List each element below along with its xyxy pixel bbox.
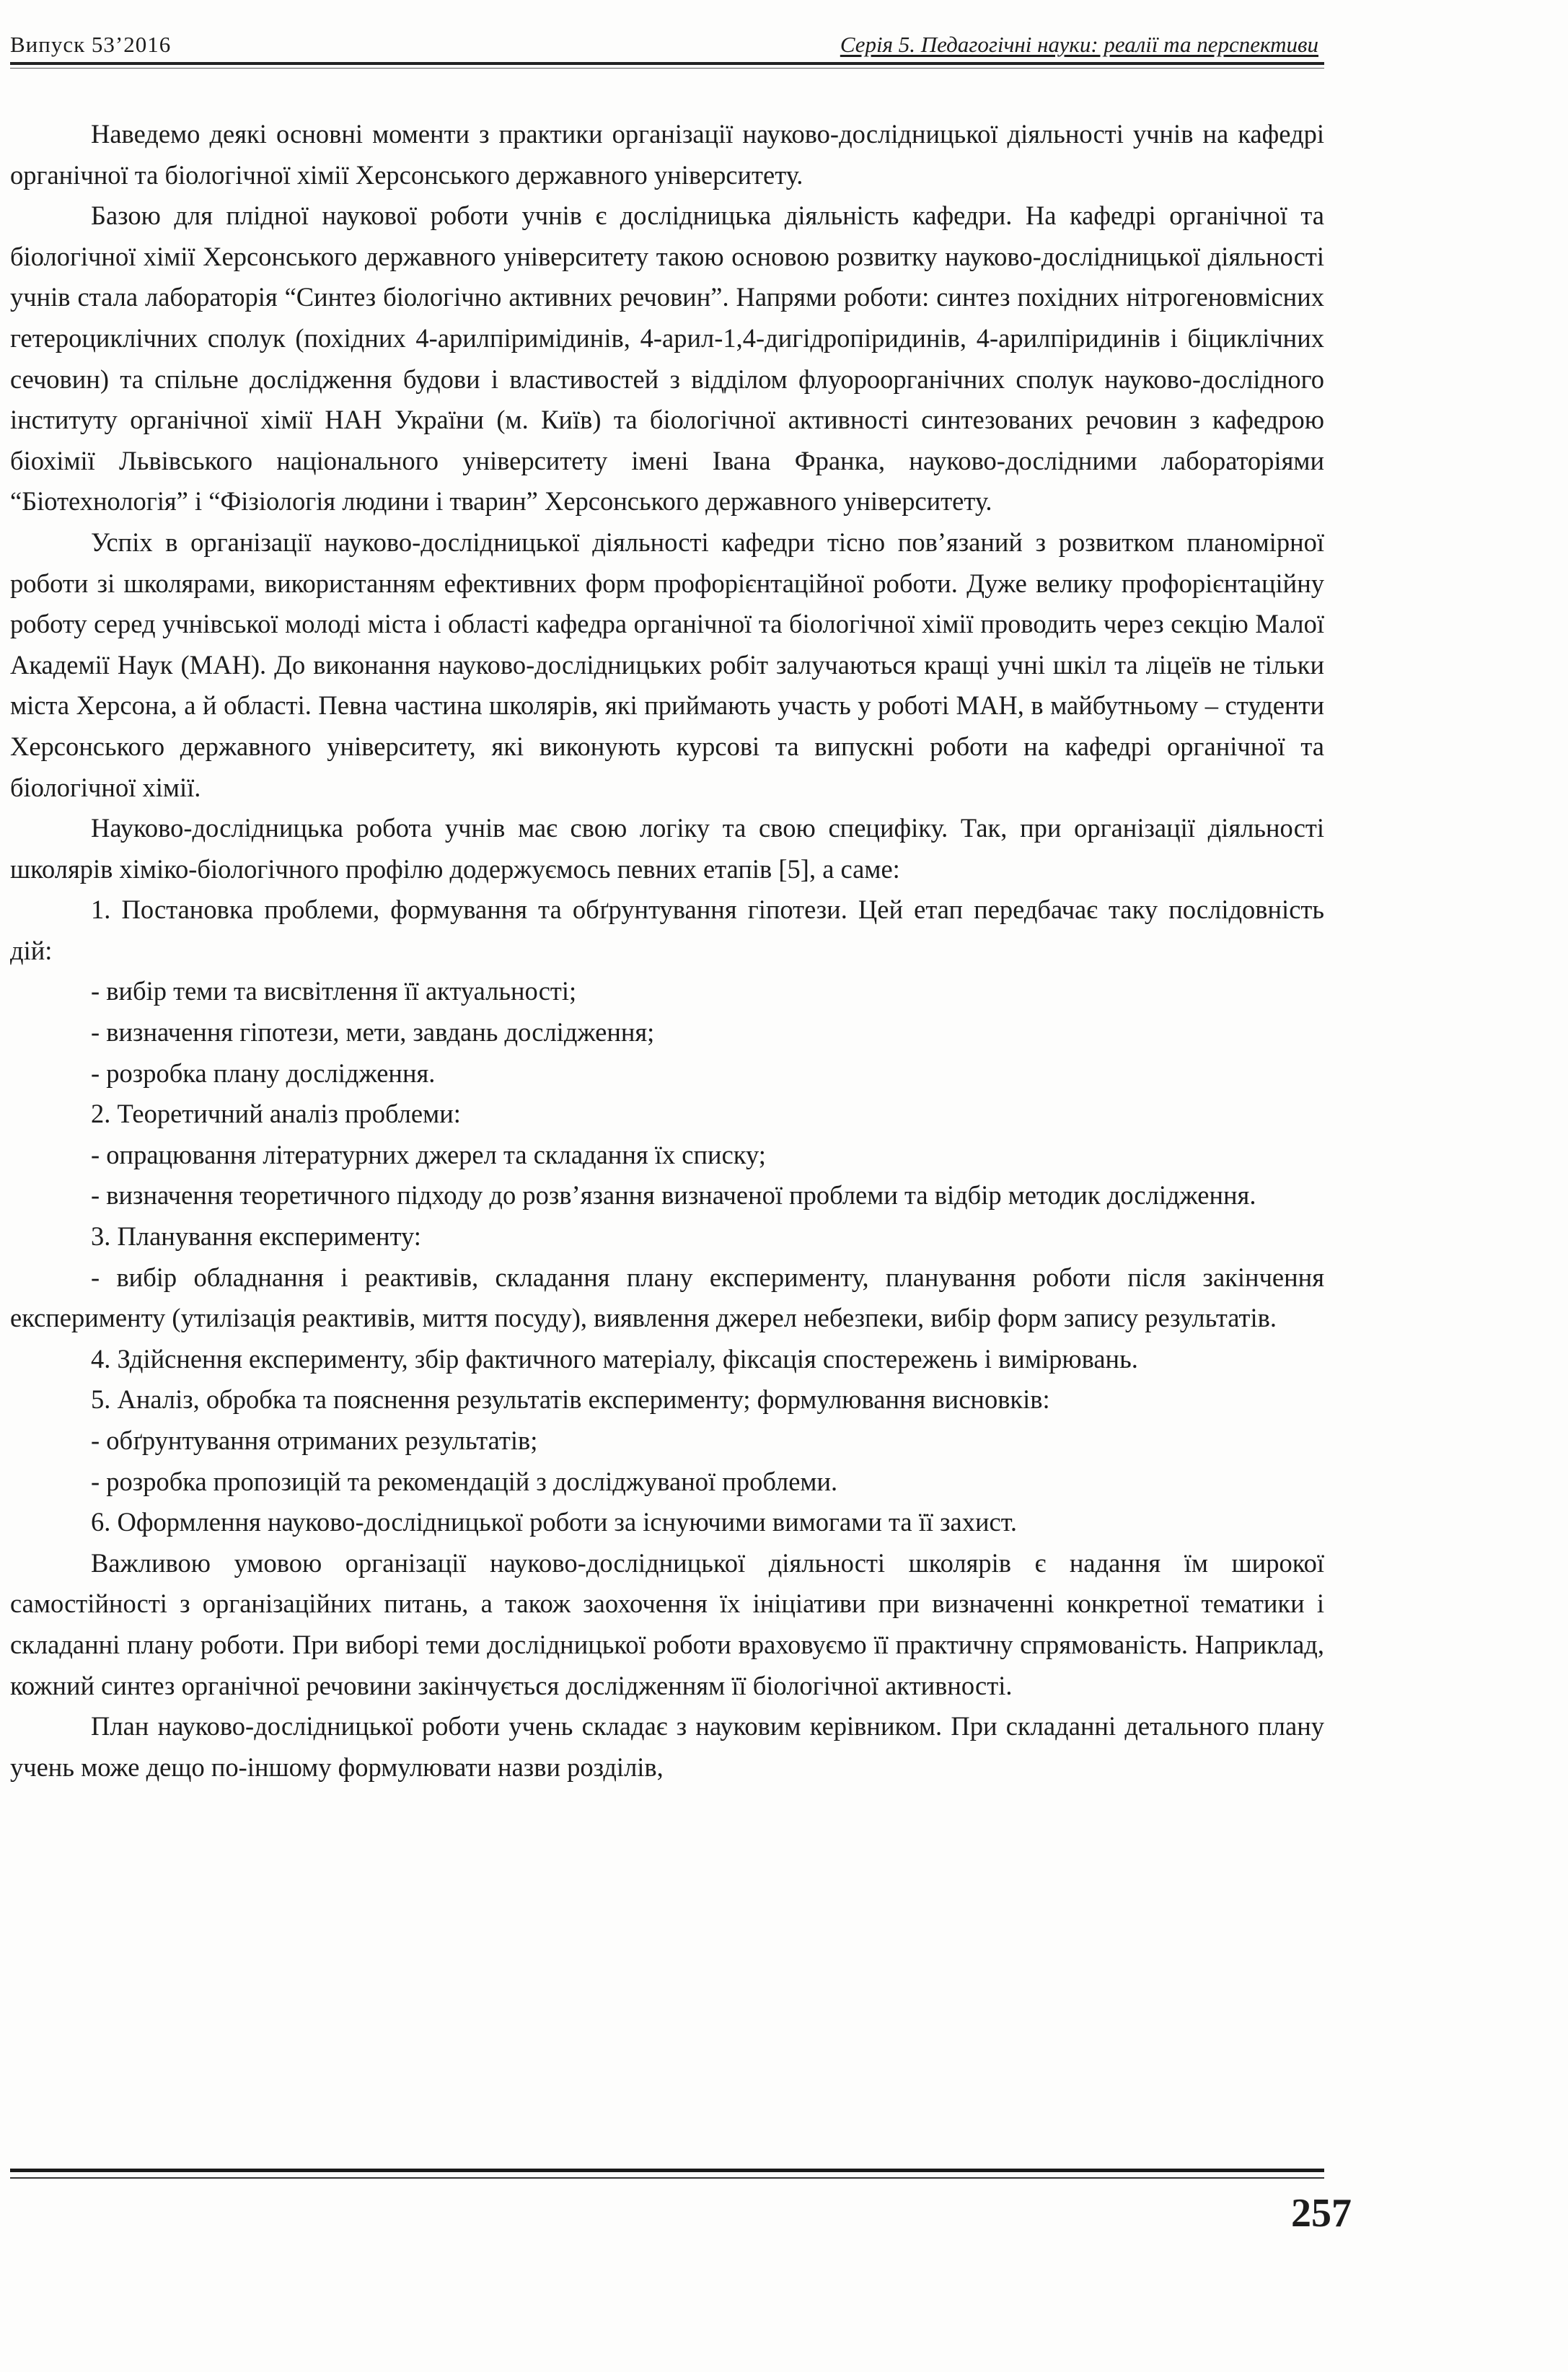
paragraph-intro: Наведемо деякі основні моменти з практики організації науково-дослідницької діяльності учнів на кафедрі органічної та біологічної хімії Херсонського державного університету.: [10, 119, 1324, 190]
running-header: [10, 27, 1330, 62]
stage-3: 3. Планування експерименту:: [91, 1221, 421, 1252]
paragraph-success: Успіх в організації науково-дослідницької діяльності кафедри тісно пов’язаний з розвитком планомірної роботи зі школярами, використанням ефективних форм профорієнтаційної роботи. Дуже велику профорієнтаційну роботу серед учнівської молоді міста і області кафедра органічної та біологічної хімії проводить через секцію Малої Академії Наук (МАН). До виконання науково-дослідницьких робіт залучаються кращі учні шкіл та ліцеїв не тільки міста Херсона, а й області. Певна частина школярів, які приймають участь у роботі МАН, в майбутньому – студенти Херсонського державного університету, які виконують курсові та випускні роботи на кафедрі органічної та біологічної хімії.: [10, 527, 1324, 802]
stage-2-step: - визначення теоретичного підходу до розв’язання визначеної проблеми та відбір методик дослідження.: [91, 1180, 1256, 1211]
stage-1: 1. Постановка проблеми, формування та обґрунтування гіпотези. Цей етап передбачає таку послідовність дій:: [10, 895, 1324, 965]
stage-5: 5. Аналіз, обробка та пояснення результатів експерименту; формулювання висновків:: [91, 1384, 1050, 1415]
page-number: 257: [1291, 2191, 1352, 2236]
footer-rule: [10, 2169, 1324, 2172]
article-body: [10, 114, 1324, 1788]
stage-5-step: - обґрунтування отриманих результатів;: [91, 1426, 538, 1455]
stage-4: 4. Здійснення експерименту, збір фактичного матеріалу, фіксація спостережень і вимірювань.: [91, 1343, 1138, 1374]
stage-2-step: - опрацювання літературних джерел та складання їх списку;: [91, 1139, 766, 1169]
series-title: Серія 5. Педагогічні науки: реалії та перспективи: [840, 32, 1318, 57]
stage-2: 2. Теоретичний аналіз проблеми:: [91, 1099, 461, 1129]
paragraph-plan: План науково-дослідницької роботи учень складає з науковим керівником. При складанні детального плану учень може дещо по-іншому формулювати назви розділів,: [10, 1711, 1324, 1782]
issue-label: Випуск 53’2016: [10, 32, 172, 57]
stage-1-step: - вибір теми та висвітлення її актуальності;: [91, 976, 577, 1006]
paragraph-logic: Науково-дослідницька робота учнів має свою логіку та свою специфіку. Так, при організації діяльності школярів хіміко-біологічного профілю додержуємось певних етапів [5], а саме:: [10, 813, 1324, 884]
stage-6: 6. Оформлення науково-дослідницької роботи за існуючими вимогами та її захист.: [91, 1507, 1018, 1537]
paragraph-research-base: Базою для плідної наукової роботи учнів є дослідницька діяльність кафедри. На кафедрі органічної та біологічної хімії Херсонського державного університету такою основою розвитку науково-дослідницької діяльності учнів стала лабораторія “Синтез біологічно активних речовин”. Напрями роботи: синтез похідних нітрогеновмісних гетероциклічних сполук (похідних 4-арилпіримідинів, 4-арил-1,4-дигідропіридинів, 4-арилпіридинів і біциклічних сечовин) та спільне дослідження будови і властивостей з відділом флуороорганічних сполук науково-дослідного інституту органічної хімії НАН України (м. Київ) та біологічної активності синтезованих речовин з кафедрою біохімії Львівського національного університету імені Івана Франка, науково-дослідними лабораторіями “Біотехнологія” і “Фізіологія людини і тварин” Херсонського державного університету.: [10, 201, 1324, 517]
header-rule: [10, 62, 1324, 65]
stage-1-step: - визначення гіпотези, мети, завдань дослідження;: [91, 1017, 655, 1047]
stage-5-step: - розробка пропозицій та рекомендацій з досліджуваної проблеми.: [91, 1466, 838, 1496]
stage-3-step: - вибір обладнання і реактивів, складання плану експерименту, планування роботи після закінчення експерименту (утилізація реактивів, миття посуду), виявлення джерел небезпеки, вибір форм запису результатів.: [10, 1262, 1324, 1333]
stage-1-step: - розробка плану дослідження.: [91, 1058, 436, 1088]
paragraph-independence: Важливою умовою організації науково-дослідницької діяльності школярів є надання їм широкої самостійності з організаційних питань, а також заохочення їх ініціативи при визначенні конкретної тематики і складанні плану роботи. При виборі теми дослідницької роботи враховуємо її практичну спрямованість. Наприклад, кожний синтез органічної речовини закінчується дослідженням її біологічної активності.: [10, 1547, 1324, 1700]
footer-rule-thin: [10, 2177, 1324, 2179]
header-rule-thin: [10, 68, 1324, 69]
